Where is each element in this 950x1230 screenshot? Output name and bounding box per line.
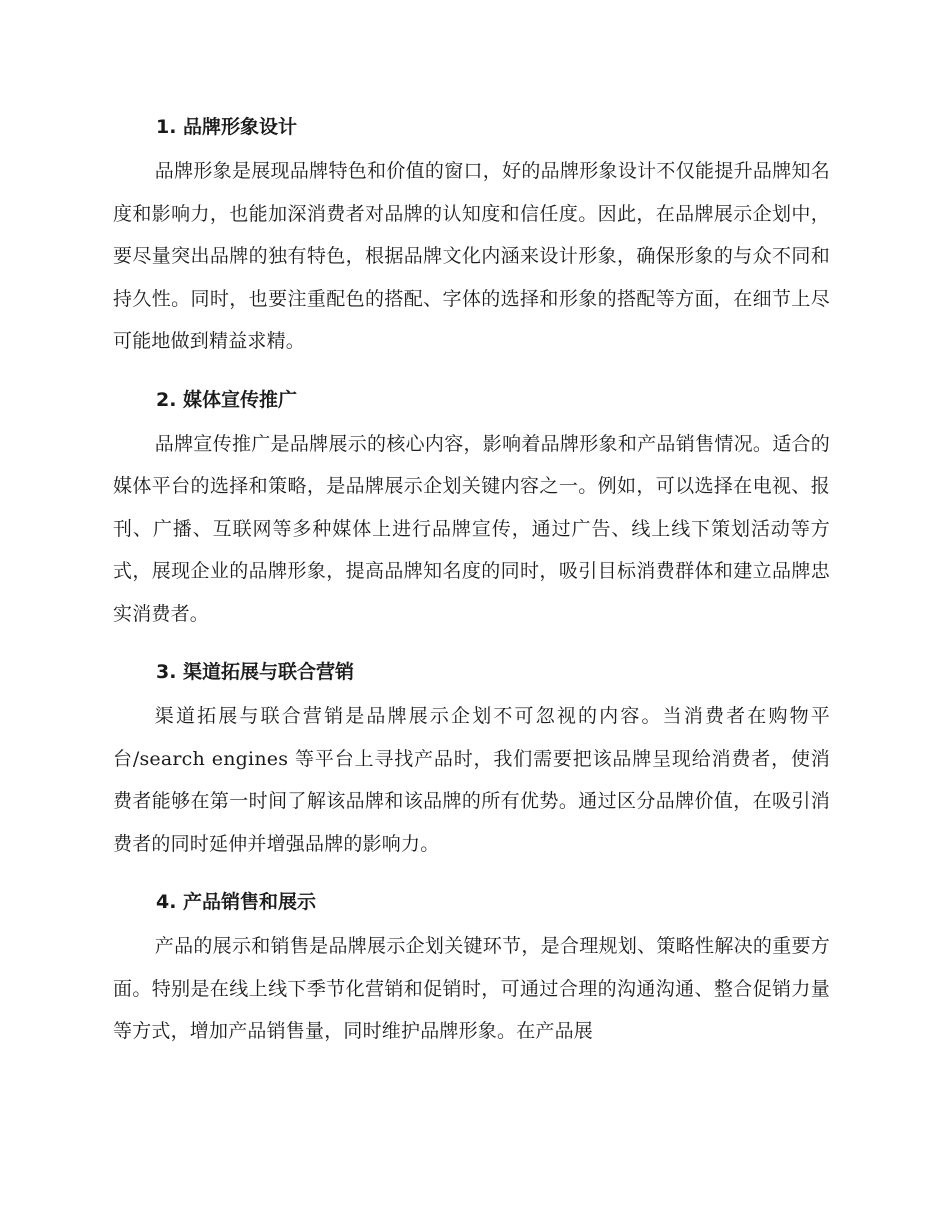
section-heading: 4. 产品销售和展示 xyxy=(156,891,317,913)
section-paragraph: 渠道拓展与联合营销是品牌展示企划不可忽视的内容。当消费者在购物平台/search engines 等平台上寻找产品时，我们需要把该品牌呈现给消费者，使消费者能够在第一时间了解该品牌和该品牌的所有优势。通过区分品牌价值，在吸引消费者的同时延伸并增强品牌的影响力。 xyxy=(113,705,830,855)
section-brand-image xyxy=(113,110,830,363)
section-channel-marketing xyxy=(113,655,830,865)
section-product-sales xyxy=(113,885,830,1053)
section-heading: 3. 渠道拓展与联合营销 xyxy=(156,661,355,683)
section-media-promotion xyxy=(113,383,830,636)
section-paragraph: 产品的展示和销售是品牌展示企划关键环节，是合理规划、策略性解决的重要方面。特别是在线上线下季节化营销和促销时，可通过合理的沟通沟通、整合促销力量等方式，增加产品销售量，同时维护品牌形象。在产品展 xyxy=(113,935,830,1042)
section-heading: 1. 品牌形象设计 xyxy=(156,116,298,138)
section-paragraph: 品牌形象是展现品牌特色和价值的窗口，好的品牌形象设计不仅能提升品牌知名度和影响力，也能加深消费者对品牌的认知度和信任度。因此，在品牌展示企划中，要尽量突出品牌的独有特色，根据品牌文化内涵来设计形象，确保形象的与众不同和持久性。同时，也要注重配色的搭配、字体的选择和形象的搭配等方面，在细节上尽可能地做到精益求精。 xyxy=(113,160,830,352)
section-paragraph: 品牌宣传推广是品牌展示的核心内容，影响着品牌形象和产品销售情况。适合的媒体平台的选择和策略，是品牌展示企划关键内容之一。例如，可以选择在电视、报刊、广播、互联网等多种媒体上进行品牌宣传，通过广告、线上线下策划活动等方式，展现企业的品牌形象，提高品牌知名度的同时，吸引目标消费群体和建立品牌忠实消费者。 xyxy=(113,432,830,625)
section-heading: 2. 媒体宣传推广 xyxy=(156,388,298,411)
